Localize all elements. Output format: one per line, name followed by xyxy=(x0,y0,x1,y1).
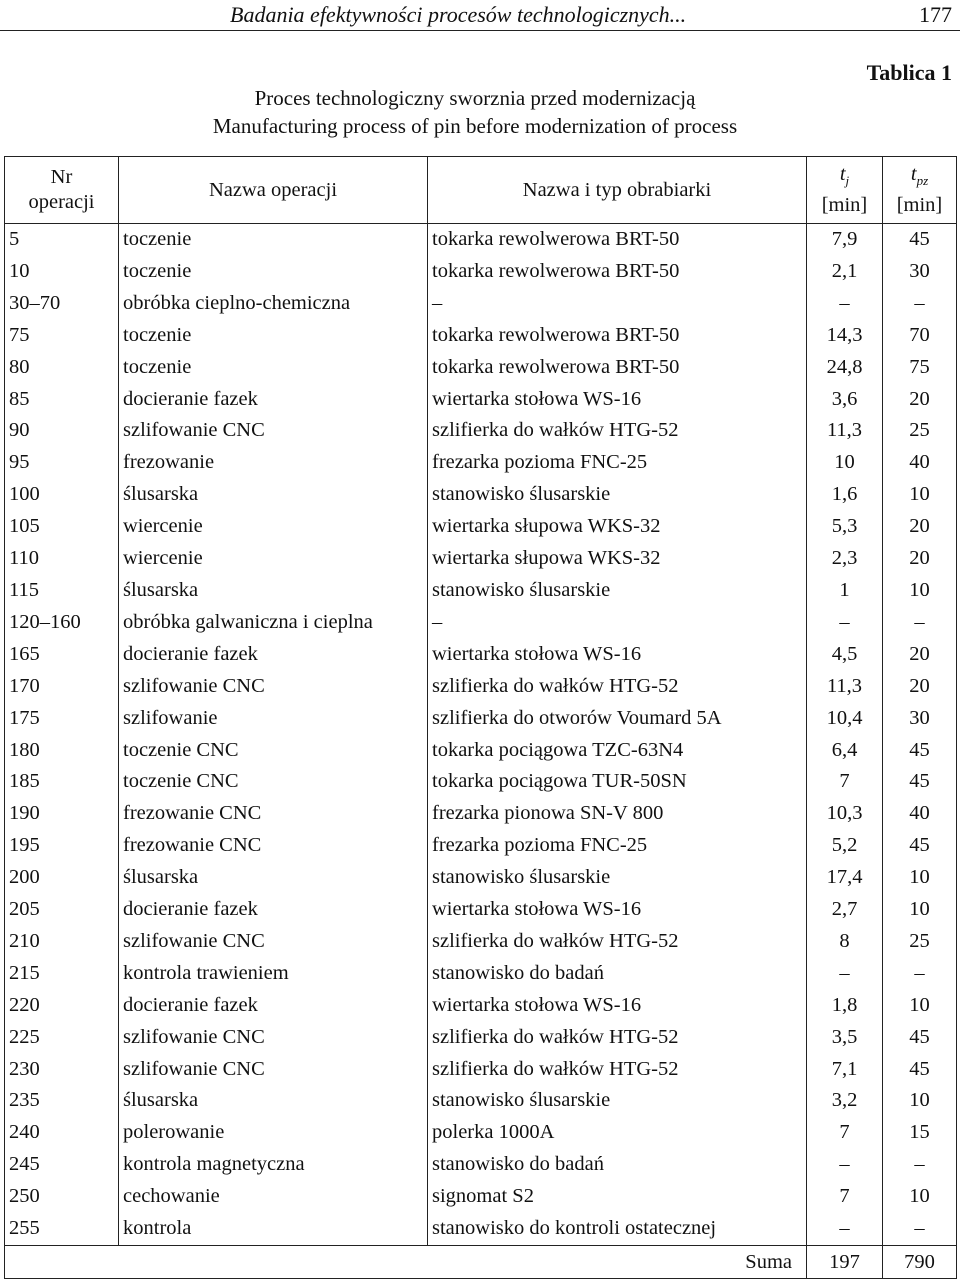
cell-tpz: 75 xyxy=(883,352,957,384)
cell-tj: 10 xyxy=(807,447,883,479)
cell-operation: szlifowanie xyxy=(119,703,428,735)
cell-operation: szlifowanie CNC xyxy=(119,1022,428,1054)
cell-nr: 185 xyxy=(5,766,119,798)
table-row xyxy=(5,288,957,320)
cell-machine: tokarka rewolwerowa BRT-50 xyxy=(428,352,807,384)
cell-operation: polerowanie xyxy=(119,1117,428,1149)
table-row xyxy=(5,1054,957,1086)
cell-tj: 10,4 xyxy=(807,703,883,735)
cell-tpz: – xyxy=(883,958,957,990)
cell-operation: szlifowanie CNC xyxy=(119,926,428,958)
table-row xyxy=(5,575,957,607)
cell-nr: 210 xyxy=(5,926,119,958)
cell-nr: 200 xyxy=(5,862,119,894)
cell-nr: 85 xyxy=(5,384,119,416)
cell-operation: frezowanie CNC xyxy=(119,798,428,830)
table-row xyxy=(5,1213,957,1245)
cell-tj: 11,3 xyxy=(807,415,883,447)
cell-operation: wiercenie xyxy=(119,543,428,575)
table-row xyxy=(5,990,957,1022)
cell-machine: wiertarka stołowa WS-16 xyxy=(428,384,807,416)
cell-machine: wiertarka słupowa WKS-32 xyxy=(428,511,807,543)
cell-operation: ślusarska xyxy=(119,479,428,511)
cell-tj: 2,1 xyxy=(807,256,883,288)
cell-tpz: 45 xyxy=(883,830,957,862)
table-row xyxy=(5,511,957,543)
cell-machine: – xyxy=(428,288,807,320)
cell-operation: frezowanie xyxy=(119,447,428,479)
cell-operation: szlifowanie CNC xyxy=(119,1054,428,1086)
cell-operation: docieranie fazek xyxy=(119,990,428,1022)
cell-tpz: 10 xyxy=(883,575,957,607)
cell-tj: 2,3 xyxy=(807,543,883,575)
cell-nr: 165 xyxy=(5,639,119,671)
cell-tpz: 10 xyxy=(883,862,957,894)
header-tj-symbol: t xyxy=(839,162,846,185)
cell-tj: 3,6 xyxy=(807,384,883,416)
cell-machine: stanowisko do badań xyxy=(428,958,807,990)
cell-nr: 170 xyxy=(5,671,119,703)
cell-tpz: 15 xyxy=(883,1117,957,1149)
cell-nr: 235 xyxy=(5,1085,119,1117)
header-tpz-unit: [min] xyxy=(896,194,943,217)
cell-tpz: 45 xyxy=(883,1054,957,1086)
page-header xyxy=(0,0,960,31)
cell-operation: docieranie fazek xyxy=(119,894,428,926)
cell-tj: 10,3 xyxy=(807,798,883,830)
table-row xyxy=(5,352,957,384)
cell-nr: 80 xyxy=(5,352,119,384)
cell-nr: 5 xyxy=(5,224,119,256)
cell-operation: obróbka galwaniczna i cieplna xyxy=(119,607,428,639)
cell-machine: wiertarka stołowa WS-16 xyxy=(428,990,807,1022)
page-number: 177 xyxy=(919,2,952,27)
cell-tpz: – xyxy=(883,1149,957,1181)
table-row xyxy=(5,766,957,798)
cell-tpz: 20 xyxy=(883,671,957,703)
table-row xyxy=(5,862,957,894)
cell-machine: stanowisko do kontroli ostatecznej xyxy=(428,1213,807,1245)
cell-operation: toczenie xyxy=(119,224,428,256)
totals-tj: 197 xyxy=(807,1246,883,1279)
table-row xyxy=(5,543,957,575)
cell-tpz: 25 xyxy=(883,926,957,958)
table-row xyxy=(5,384,957,416)
cell-tj: 11,3 xyxy=(807,671,883,703)
cell-tj: 24,8 xyxy=(807,352,883,384)
cell-tpz: – xyxy=(883,288,957,320)
header-tj xyxy=(807,157,883,224)
table-row xyxy=(5,639,957,671)
cell-tpz: 45 xyxy=(883,224,957,256)
cell-tj: 5,2 xyxy=(807,830,883,862)
cell-operation: docieranie fazek xyxy=(119,384,428,416)
cell-nr: 175 xyxy=(5,703,119,735)
table-row xyxy=(5,735,957,767)
cell-tj: 1,8 xyxy=(807,990,883,1022)
table-row xyxy=(5,320,957,352)
cell-tj: 1,6 xyxy=(807,479,883,511)
cell-tpz: 30 xyxy=(883,703,957,735)
cell-nr: 105 xyxy=(5,511,119,543)
cell-nr: 220 xyxy=(5,990,119,1022)
cell-nr: 110 xyxy=(5,543,119,575)
cell-tpz: 30 xyxy=(883,256,957,288)
header-nr-line1: Nr xyxy=(50,166,73,188)
cell-tj: 14,3 xyxy=(807,320,883,352)
cell-nr: 75 xyxy=(5,320,119,352)
cell-operation: cechowanie xyxy=(119,1181,428,1213)
header-tpz xyxy=(883,157,957,224)
cell-nr: 225 xyxy=(5,1022,119,1054)
table-row xyxy=(5,830,957,862)
table-row xyxy=(5,224,957,256)
cell-operation: wiercenie xyxy=(119,511,428,543)
cell-tpz: 10 xyxy=(883,894,957,926)
cell-tpz: 20 xyxy=(883,543,957,575)
cell-machine: wiertarka stołowa WS-16 xyxy=(428,639,807,671)
cell-machine: – xyxy=(428,607,807,639)
cell-machine: szlifierka do wałków HTG-52 xyxy=(428,415,807,447)
cell-machine: stanowisko ślusarskie xyxy=(428,479,807,511)
table-row xyxy=(5,926,957,958)
cell-operation: toczenie CNC xyxy=(119,766,428,798)
cell-machine: polerka 1000A xyxy=(428,1117,807,1149)
table-row xyxy=(5,256,957,288)
cell-tj: 17,4 xyxy=(807,862,883,894)
cell-operation: obróbka cieplno-chemiczna xyxy=(119,288,428,320)
header-operation: Nazwa operacji xyxy=(119,157,428,224)
cell-tpz: 10 xyxy=(883,1085,957,1117)
cell-operation: docieranie fazek xyxy=(119,639,428,671)
cell-operation: frezowanie CNC xyxy=(119,830,428,862)
cell-nr: 230 xyxy=(5,1054,119,1086)
cell-nr: 215 xyxy=(5,958,119,990)
cell-machine: stanowisko ślusarskie xyxy=(428,575,807,607)
cell-operation: szlifowanie CNC xyxy=(119,415,428,447)
cell-tpz: 40 xyxy=(883,447,957,479)
cell-operation: kontrola trawieniem xyxy=(119,958,428,990)
table-row xyxy=(5,671,957,703)
cell-nr: 180 xyxy=(5,735,119,767)
cell-nr: 10 xyxy=(5,256,119,288)
header-nr xyxy=(5,157,119,224)
table-row xyxy=(5,1117,957,1149)
cell-nr: 115 xyxy=(5,575,119,607)
cell-machine: tokarka rewolwerowa BRT-50 xyxy=(428,320,807,352)
totals-label: Suma xyxy=(5,1246,807,1279)
cell-machine: frezarka pionowa SN-V 800 xyxy=(428,798,807,830)
cell-tpz: 70 xyxy=(883,320,957,352)
cell-tj: – xyxy=(807,607,883,639)
cell-tpz: 45 xyxy=(883,735,957,767)
cell-nr: 190 xyxy=(5,798,119,830)
cell-nr: 100 xyxy=(5,479,119,511)
cell-tj: 7,1 xyxy=(807,1054,883,1086)
cell-machine: stanowisko ślusarskie xyxy=(428,1085,807,1117)
cell-machine: wiertarka słupowa WKS-32 xyxy=(428,543,807,575)
table-row xyxy=(5,1181,957,1213)
cell-operation: toczenie xyxy=(119,320,428,352)
cell-operation: ślusarska xyxy=(119,862,428,894)
cell-machine: stanowisko do badań xyxy=(428,1149,807,1181)
cell-tj: – xyxy=(807,288,883,320)
cell-tpz: 40 xyxy=(883,798,957,830)
cell-tpz: 45 xyxy=(883,1022,957,1054)
cell-machine: wiertarka stołowa WS-16 xyxy=(428,894,807,926)
cell-machine: szlifierka do otworów Voumard 5A xyxy=(428,703,807,735)
header-tpz-sub: pz xyxy=(916,173,929,189)
process-table xyxy=(4,156,957,1279)
cell-tj: 3,5 xyxy=(807,1022,883,1054)
cell-nr: 90 xyxy=(5,415,119,447)
cell-tj: 8 xyxy=(807,926,883,958)
cell-operation: szlifowanie CNC xyxy=(119,671,428,703)
table-row xyxy=(5,958,957,990)
cell-machine: szlifierka do wałków HTG-52 xyxy=(428,671,807,703)
cell-nr: 30–70 xyxy=(5,288,119,320)
cell-tpz: 45 xyxy=(883,766,957,798)
cell-tj: 1 xyxy=(807,575,883,607)
table-caption-english: Manufacturing process of pin before modernization of process xyxy=(212,114,738,138)
cell-operation: toczenie CNC xyxy=(119,735,428,767)
table-row xyxy=(5,1022,957,1054)
cell-tpz: 10 xyxy=(883,990,957,1022)
cell-tj: 3,2 xyxy=(807,1085,883,1117)
totals-row xyxy=(5,1246,957,1279)
cell-tj: – xyxy=(807,1149,883,1181)
cell-operation: ślusarska xyxy=(119,575,428,607)
cell-nr: 250 xyxy=(5,1181,119,1213)
cell-tpz: 25 xyxy=(883,415,957,447)
cell-operation: ślusarska xyxy=(119,1085,428,1117)
cell-operation: kontrola magnetyczna xyxy=(119,1149,428,1181)
table-row xyxy=(5,479,957,511)
cell-tj: – xyxy=(807,1213,883,1245)
table-caption-polish: Proces technologiczny sworznia przed modernizacją xyxy=(254,86,696,110)
cell-machine: tokarka rewolwerowa BRT-50 xyxy=(428,224,807,256)
cell-nr: 205 xyxy=(5,894,119,926)
cell-tj: – xyxy=(807,958,883,990)
table-row xyxy=(5,447,957,479)
totals-tpz: 790 xyxy=(883,1246,957,1279)
cell-machine: szlifierka do wałków HTG-52 xyxy=(428,1022,807,1054)
cell-tj: 7,9 xyxy=(807,224,883,256)
cell-tpz: 20 xyxy=(883,511,957,543)
table-label: Tablica 1 xyxy=(866,60,952,85)
header-tj-sub: j xyxy=(845,173,850,189)
table-row xyxy=(5,894,957,926)
table-row xyxy=(5,607,957,639)
cell-tpz: – xyxy=(883,1213,957,1245)
cell-tj: 7 xyxy=(807,1181,883,1213)
header-machine: Nazwa i typ obrabiarki xyxy=(428,157,807,224)
cell-tpz: 10 xyxy=(883,1181,957,1213)
table-row xyxy=(5,1085,957,1117)
cell-nr: 195 xyxy=(5,830,119,862)
cell-machine: szlifierka do wałków HTG-52 xyxy=(428,1054,807,1086)
cell-machine: frezarka pozioma FNC-25 xyxy=(428,830,807,862)
cell-nr: 95 xyxy=(5,447,119,479)
cell-tpz: – xyxy=(883,607,957,639)
header-tpz-symbol: t xyxy=(910,162,917,185)
cell-tj: 7 xyxy=(807,1117,883,1149)
cell-nr: 245 xyxy=(5,1149,119,1181)
cell-tj: 5,3 xyxy=(807,511,883,543)
cell-machine: tokarka pociągowa TZC-63N4 xyxy=(428,735,807,767)
table-row xyxy=(5,415,957,447)
header-tj-unit: [min] xyxy=(821,194,868,217)
cell-machine: signomat S2 xyxy=(428,1181,807,1213)
cell-operation: kontrola xyxy=(119,1213,428,1245)
table-row xyxy=(5,798,957,830)
cell-tj: 7 xyxy=(807,766,883,798)
cell-tj: 2,7 xyxy=(807,894,883,926)
table-row xyxy=(5,1149,957,1181)
cell-machine: tokarka pociągowa TUR-50SN xyxy=(428,766,807,798)
cell-tpz: 20 xyxy=(883,384,957,416)
cell-tpz: 10 xyxy=(883,479,957,511)
header-nr-line2: operacji xyxy=(28,191,95,213)
cell-tj: 4,5 xyxy=(807,639,883,671)
cell-nr: 240 xyxy=(5,1117,119,1149)
cell-operation: toczenie xyxy=(119,352,428,384)
cell-nr: 255 xyxy=(5,1213,119,1245)
running-title: Badania efektywności procesów technologicznych... xyxy=(230,2,687,27)
cell-machine: frezarka pozioma FNC-25 xyxy=(428,447,807,479)
cell-tj: 6,4 xyxy=(807,735,883,767)
cell-machine: tokarka rewolwerowa BRT-50 xyxy=(428,256,807,288)
cell-machine: szlifierka do wałków HTG-52 xyxy=(428,926,807,958)
cell-tpz: 20 xyxy=(883,639,957,671)
table-row xyxy=(5,703,957,735)
table-body xyxy=(5,224,957,1246)
table-header-row xyxy=(5,157,957,224)
cell-operation: toczenie xyxy=(119,256,428,288)
cell-machine: stanowisko ślusarskie xyxy=(428,862,807,894)
cell-nr: 120–160 xyxy=(5,607,119,639)
